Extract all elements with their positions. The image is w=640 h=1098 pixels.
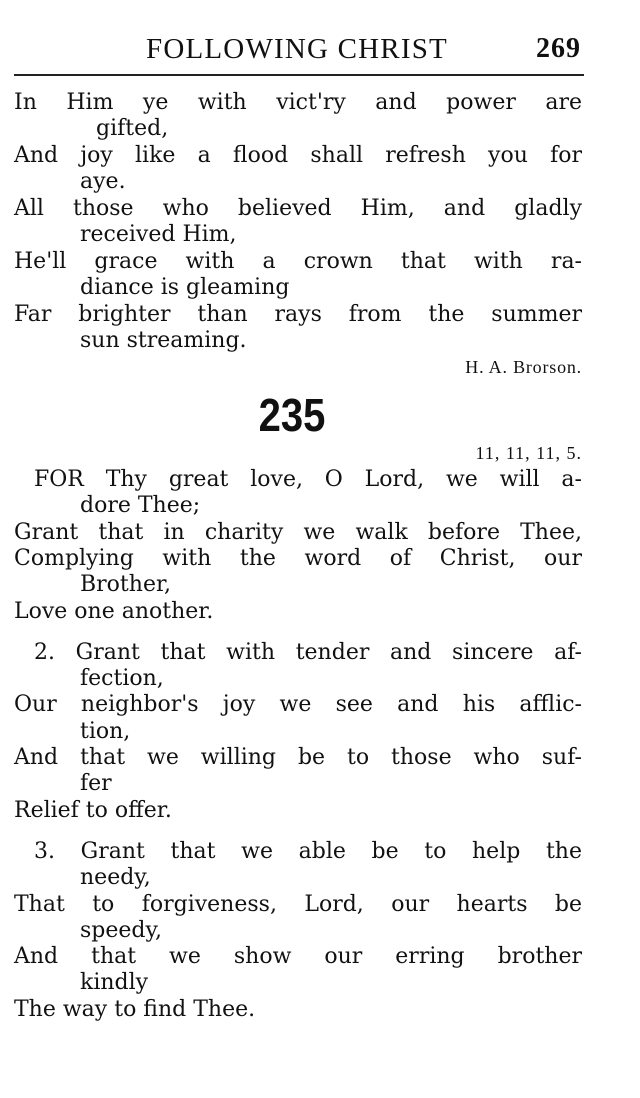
stanza-2-line: tion, [80,719,131,744]
stanza-1-line: Brother, [80,572,172,597]
prev-hymn-line: gifted, [96,116,169,141]
stanza-3-line: speedy, [80,918,162,943]
stanza-3-line: The way to find Thee. [14,997,256,1022]
stanza-2-line: Relief to offer. [14,798,172,823]
stanza-1-line: FOR Thy great love, O Lord, we will a- [34,467,582,492]
prev-hymn-line: And joy like a flood shall refresh you for [14,143,582,168]
prev-hymn-line: Far brighter than rays from the summer [14,302,582,327]
stanza-1-line: Complying with the word of Christ, our [14,546,582,571]
prev-hymn-line: sun streaming. [80,328,247,353]
stanza-2-line: 2. Grant that with tender and sincere af- [34,640,582,665]
prev-hymn-line: He'll grace with a crown that with ra- [14,249,582,274]
stanza-2-line: fer [80,771,112,796]
header-rule [14,74,584,76]
prev-hymn-line: aye. [80,169,126,194]
prev-hymn-line: diance is gleaming [80,275,290,300]
running-title: FOLLOWING CHRIST [146,33,448,65]
author-attribution: H. A. Brorson. [465,357,582,377]
hymn-number: 235 [258,390,326,442]
stanza-3-line: kindly [80,970,149,995]
stanza-3-line: 3. Grant that we able be to help the [34,839,582,864]
stanza-1-line: Love one another. [14,599,214,624]
prev-hymn-line: received Him, [80,222,237,247]
stanza-2-line: fection, [80,666,164,691]
stanza-1-line: dore Thee; [80,493,201,518]
stanza-2-line: And that we willing be to those who suf- [14,745,582,770]
page-number: 269 [536,33,581,64]
stanza-1-line: Grant that in charity we walk before Thee, [14,520,582,545]
hymn-meter: 11, 11, 11, 5. [475,443,582,463]
prev-hymn-line: In Him ye with vict'ry and power are [14,90,582,115]
stanza-3-line: And that we show our erring brother [14,944,582,969]
stanza-3-line: That to forgiveness, Lord, our hearts be [14,892,582,917]
stanza-2-line: Our neighbor's joy we see and his afflic- [14,692,582,717]
prev-hymn-line: All those who believed Him, and gladly [14,196,582,221]
stanza-3-line: needy, [80,865,151,890]
